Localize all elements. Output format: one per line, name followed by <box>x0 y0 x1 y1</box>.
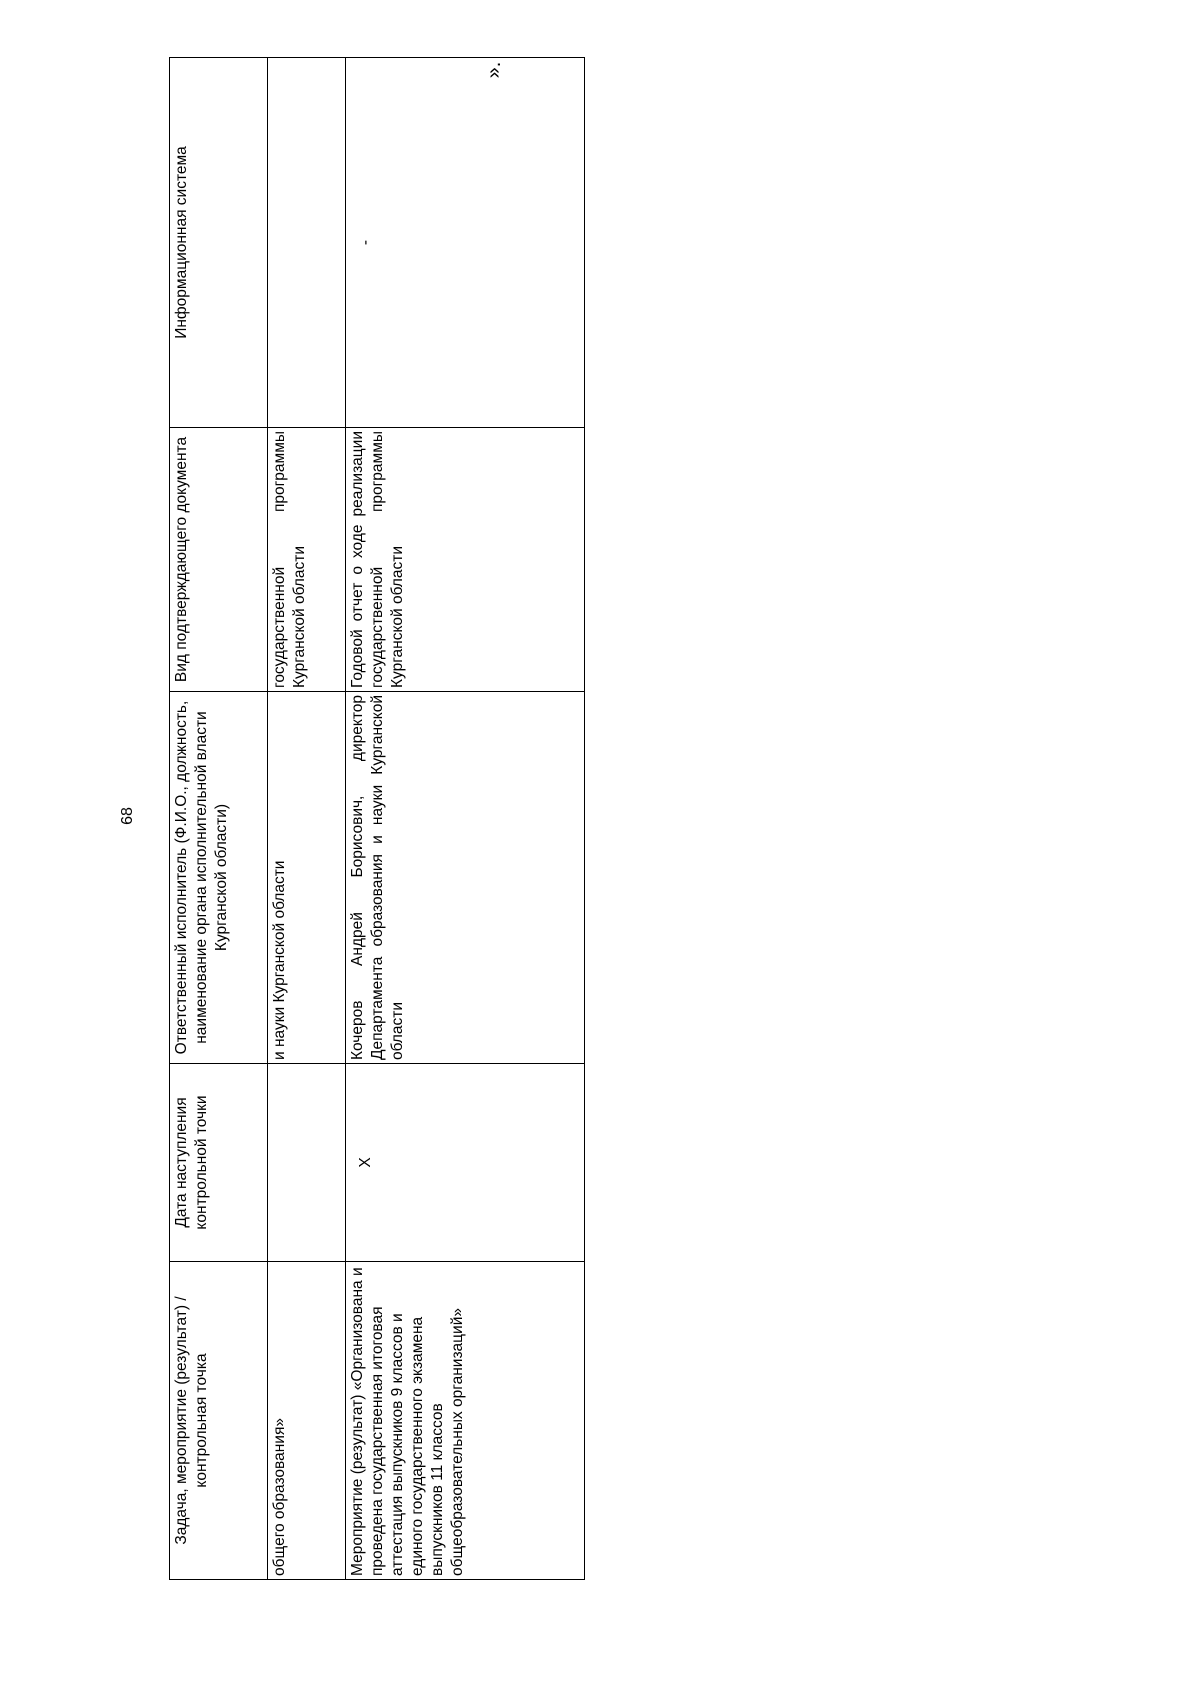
rotated-table-frame <box>169 58 585 1580</box>
cell-system <box>268 58 346 428</box>
table-row <box>268 58 346 1580</box>
document-table-container <box>169 58 585 1580</box>
cell-responsible: Кочеров Андрей Борисович, директор Департамента образования и науки Курганской области <box>346 692 585 1064</box>
control-points-table <box>169 57 585 1580</box>
closing-quote-mark: ». <box>483 61 505 79</box>
cell-task: общего образования» <box>268 1262 346 1580</box>
cell-date <box>268 1064 346 1262</box>
header-document: Вид подтверждающего документа <box>170 428 268 692</box>
cell-document: государственной программы Курганской области <box>268 428 346 692</box>
header-task: Задача, мероприятие (результат) / контрольная точка <box>170 1262 268 1580</box>
header-date: Дата наступления контрольной точки <box>170 1064 268 1262</box>
cell-date: Х <box>346 1064 585 1262</box>
cell-system: - <box>346 58 585 428</box>
cell-document: Годовой отчет о ходе реализации государственной программы Курганской области <box>346 428 585 692</box>
table-row <box>346 58 585 1580</box>
header-responsible: Ответственный исполнитель (Ф.И.О., должность, наименование органа исполнительной власти Курганской области) <box>170 692 268 1064</box>
cell-responsible: и науки Курганской области <box>268 692 346 1064</box>
page-number: 68 <box>119 807 136 825</box>
table-header-row <box>170 58 268 1580</box>
cell-task: Мероприятие (результат) «Организована и проведена государственная итоговая аттестация выпускников 9 классов и единого государственного экзамена выпускников 11 классов общеобразовательных организаций» <box>346 1262 585 1580</box>
header-system: Информационная система <box>170 58 268 428</box>
